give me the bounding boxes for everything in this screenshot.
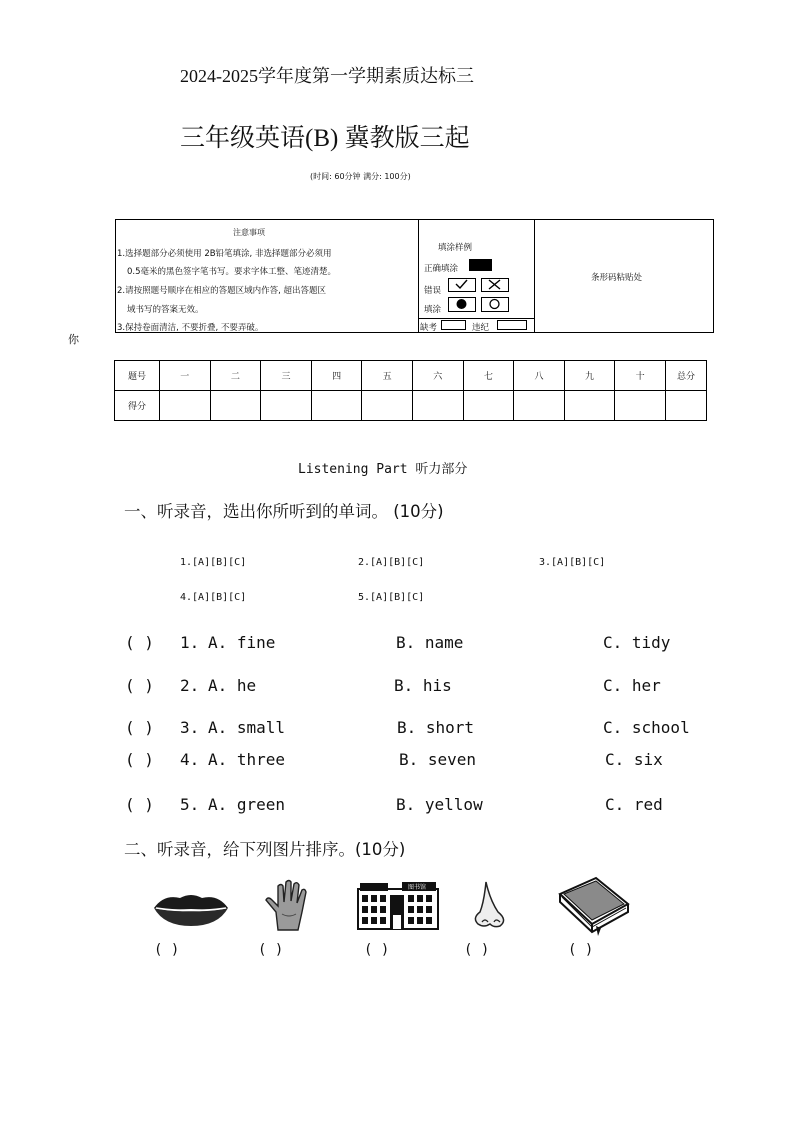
- answer-blank[interactable]: ( ): [125, 676, 154, 695]
- school-building-icon: [356, 879, 440, 931]
- violation-label: 违纪: [472, 323, 490, 333]
- section2-title: 二、听录音，给下列图片排序。(10分): [124, 840, 406, 859]
- book-icon: [556, 876, 632, 936]
- score-table: [114, 360, 707, 421]
- option-c: C. tidy: [603, 633, 671, 652]
- filled-circle-icon: [448, 297, 476, 312]
- option-b: B. seven: [399, 750, 477, 769]
- answer-sheet-item[interactable]: 5.[A][B][C]: [358, 592, 425, 603]
- notice-heading: 注意事项: [233, 228, 265, 237]
- order-blank[interactable]: ( ): [258, 942, 284, 958]
- absent-checkbox[interactable]: [441, 320, 466, 330]
- wrong-label: 错误: [424, 286, 442, 296]
- order-blank[interactable]: ( ): [154, 942, 180, 958]
- score-cell[interactable]: [210, 391, 261, 421]
- option-b: B. yellow: [396, 795, 483, 814]
- order-blank[interactable]: ( ): [568, 942, 594, 958]
- score-cell[interactable]: [412, 391, 463, 421]
- option-a: A. small: [208, 718, 286, 737]
- cross-icon: [481, 278, 509, 292]
- answer-sheet-item[interactable]: 3.[A][B][C]: [539, 557, 606, 568]
- score-table-header-row: [115, 361, 707, 391]
- checkmark-icon: [448, 278, 476, 292]
- score-column-header: 九: [564, 361, 615, 391]
- answer-sheet-item[interactable]: 1.[A][B][C]: [180, 557, 247, 568]
- score-table-score-row: [115, 391, 707, 421]
- score-cell[interactable]: [261, 391, 312, 421]
- option-b: B. his: [394, 676, 452, 695]
- absent-label: 缺考: [420, 323, 438, 333]
- page-title-line1: 2024-2025学年度第一学期素质达标三: [180, 66, 474, 86]
- option-c: C. her: [603, 676, 661, 695]
- option-c: C. school: [603, 718, 690, 737]
- score-cell[interactable]: [463, 391, 514, 421]
- score-column-header: 总分: [666, 361, 707, 391]
- score-column-header: 六: [412, 361, 463, 391]
- mouth-icon: [152, 886, 230, 930]
- answer-blank[interactable]: ( ): [125, 718, 154, 737]
- sample-heading: 填涂样例: [438, 243, 473, 253]
- hand-icon: [262, 878, 318, 933]
- option-b: B. short: [397, 718, 475, 737]
- score-cell[interactable]: [362, 391, 413, 421]
- answer-sheet-item[interactable]: 4.[A][B][C]: [180, 592, 247, 603]
- score-column-header: 五: [362, 361, 413, 391]
- option-a: A. fine: [208, 633, 276, 652]
- correct-fill-label: 正确填涂: [424, 264, 459, 274]
- answer-sheet-item[interactable]: 2.[A][B][C]: [358, 557, 425, 568]
- notice-line: 1.选择题部分必须使用 2B铅笔填涂, 非选择题部分必须用: [117, 249, 332, 259]
- question-number: 4.: [180, 750, 200, 769]
- score-column-header: 十: [615, 361, 666, 391]
- score-cell[interactable]: [311, 391, 362, 421]
- score-column-header: 一: [160, 361, 211, 391]
- page-title-line2: 三年级英语(B) 冀教版三起: [180, 125, 470, 152]
- score-column-header: 四: [311, 361, 362, 391]
- score-cell[interactable]: [564, 391, 615, 421]
- nose-icon: [470, 880, 510, 930]
- question-number: 5.: [180, 795, 200, 814]
- barcode-area-label: 条形码粘贴处: [591, 273, 643, 283]
- empty-circle-icon: [481, 297, 509, 312]
- notice-line: 2.请按照题号顺序在相应的答题区域内作答, 超出答题区: [117, 286, 327, 296]
- score-column-header: 三: [261, 361, 312, 391]
- score-row-label: 题号: [115, 361, 160, 391]
- answer-blank[interactable]: ( ): [125, 795, 154, 814]
- violation-checkbox[interactable]: [497, 320, 527, 330]
- fill-label: 填涂: [424, 305, 442, 315]
- order-blank[interactable]: ( ): [364, 942, 390, 958]
- correct-fill-sample: [469, 259, 492, 271]
- score-cell[interactable]: [666, 391, 707, 421]
- answer-blank[interactable]: ( ): [125, 750, 154, 769]
- option-a: A. three: [208, 750, 286, 769]
- score-cell[interactable]: [514, 391, 565, 421]
- option-a: A. green: [208, 795, 286, 814]
- option-c: C. six: [605, 750, 663, 769]
- score-cell[interactable]: [615, 391, 666, 421]
- option-b: B. name: [396, 633, 464, 652]
- building-sign: 图书馆: [408, 884, 427, 891]
- score-column-header: 二: [210, 361, 261, 391]
- score-cell[interactable]: [160, 391, 211, 421]
- notice-line: 3.保持卷面清洁, 不要折叠, 不要弄破。: [117, 323, 264, 333]
- score-column-header: 八: [514, 361, 565, 391]
- section1-title: 一、听录音，选出你所听到的单词。 (10分): [124, 502, 444, 521]
- option-c: C. red: [605, 795, 663, 814]
- score-column-header: 七: [463, 361, 514, 391]
- question-number: 3.: [180, 718, 200, 737]
- order-blank[interactable]: ( ): [464, 942, 490, 958]
- notice-line: 域书写的答案无效。: [127, 305, 204, 315]
- answer-blank[interactable]: ( ): [125, 633, 154, 652]
- question-number: 1.: [180, 633, 200, 652]
- stray-character: 你: [68, 333, 79, 346]
- question-number: 2.: [180, 676, 200, 695]
- listening-part-title: Listening Part 听力部分: [298, 462, 468, 477]
- option-a: A. he: [208, 676, 257, 695]
- score-row-label: 得分: [115, 391, 160, 421]
- exam-meta: (时间: 60分钟 满分: 100分): [310, 172, 411, 181]
- notice-line: 0.5毫米的黑色签字笔书写。要求字体工整、笔迹清楚。: [127, 267, 337, 277]
